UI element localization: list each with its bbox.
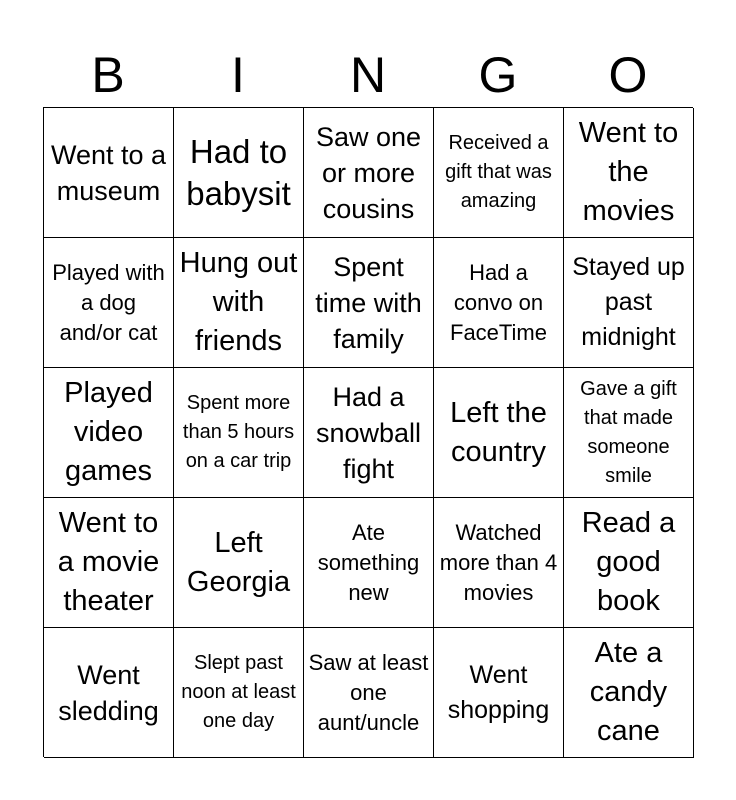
cell-text: Went sledding <box>58 659 159 726</box>
bingo-cell[interactable] <box>434 368 564 498</box>
bingo-cell[interactable] <box>304 498 434 628</box>
bingo-board <box>43 107 693 757</box>
bingo-cell[interactable] <box>174 368 304 498</box>
bingo-cell[interactable] <box>564 238 694 368</box>
bingo-cell[interactable] <box>44 108 174 238</box>
bingo-cell[interactable] <box>174 628 304 758</box>
cell-text: Had a snowball fight <box>315 381 422 484</box>
bingo-cell[interactable] <box>564 368 694 498</box>
cell-text: Slept past noon at least one day <box>181 652 296 732</box>
header-letter-i: I <box>231 47 245 103</box>
bingo-cell[interactable] <box>44 238 174 368</box>
bingo-cell[interactable] <box>434 108 564 238</box>
cell-text: Went to a movie theater <box>57 507 160 617</box>
cell-text: Stayed up past midnight <box>572 253 685 351</box>
cell-text: Saw one or more cousins <box>315 121 422 224</box>
bingo-cell[interactable] <box>304 108 434 238</box>
cell-text: Left Georgia <box>186 526 291 598</box>
cell-text: Went to a museum <box>50 139 167 206</box>
bingo-cell[interactable] <box>174 108 304 238</box>
bingo-cell[interactable] <box>44 628 174 758</box>
bingo-cell[interactable] <box>564 498 694 628</box>
bingo-cell[interactable] <box>44 368 174 498</box>
cell-text: Went to the movies <box>578 117 679 227</box>
cell-text: Read a good book <box>581 507 676 617</box>
header-letter-b: B <box>91 47 125 103</box>
bingo-cell[interactable] <box>174 498 304 628</box>
bingo-cell[interactable] <box>304 238 434 368</box>
header-letter-o: O <box>608 47 648 103</box>
bingo-cell[interactable] <box>434 238 564 368</box>
bingo-cell[interactable] <box>564 108 694 238</box>
cell-text: Played video games <box>64 377 153 487</box>
cell-text: Played with a dog and/or cat <box>52 259 165 345</box>
bingo-cell[interactable] <box>434 498 564 628</box>
cell-text: Received a gift that was amazing <box>445 132 552 212</box>
cell-text: Ate something new <box>317 519 420 605</box>
cell-text: Saw at least one aunt/uncle <box>308 649 429 735</box>
header-letter-g: G <box>478 47 518 103</box>
cell-text: Gave a gift that made someone smile <box>580 377 677 487</box>
bingo-cell[interactable] <box>304 628 434 758</box>
cell-text: Hung out with friends <box>179 247 298 357</box>
cell-text: Had to babysit <box>186 132 291 212</box>
cell-text: Spent time with family <box>315 251 422 354</box>
cell-text: Watched more than 4 movies <box>439 519 558 605</box>
header-letter-n: N <box>349 47 387 103</box>
bingo-cell[interactable] <box>44 498 174 628</box>
bingo-cell[interactable] <box>174 238 304 368</box>
bingo-header <box>43 44 693 106</box>
cell-text: Went shopping <box>447 660 550 724</box>
bingo-cell[interactable] <box>564 628 694 758</box>
bingo-cell[interactable] <box>304 368 434 498</box>
bingo-cell[interactable] <box>434 628 564 758</box>
cell-text: Ate a candy cane <box>589 637 668 747</box>
cell-text: Had a convo on FaceTime <box>450 259 547 345</box>
cell-text: Left the country <box>450 396 547 468</box>
cell-text: Spent more than 5 hours on a car trip <box>182 392 295 472</box>
